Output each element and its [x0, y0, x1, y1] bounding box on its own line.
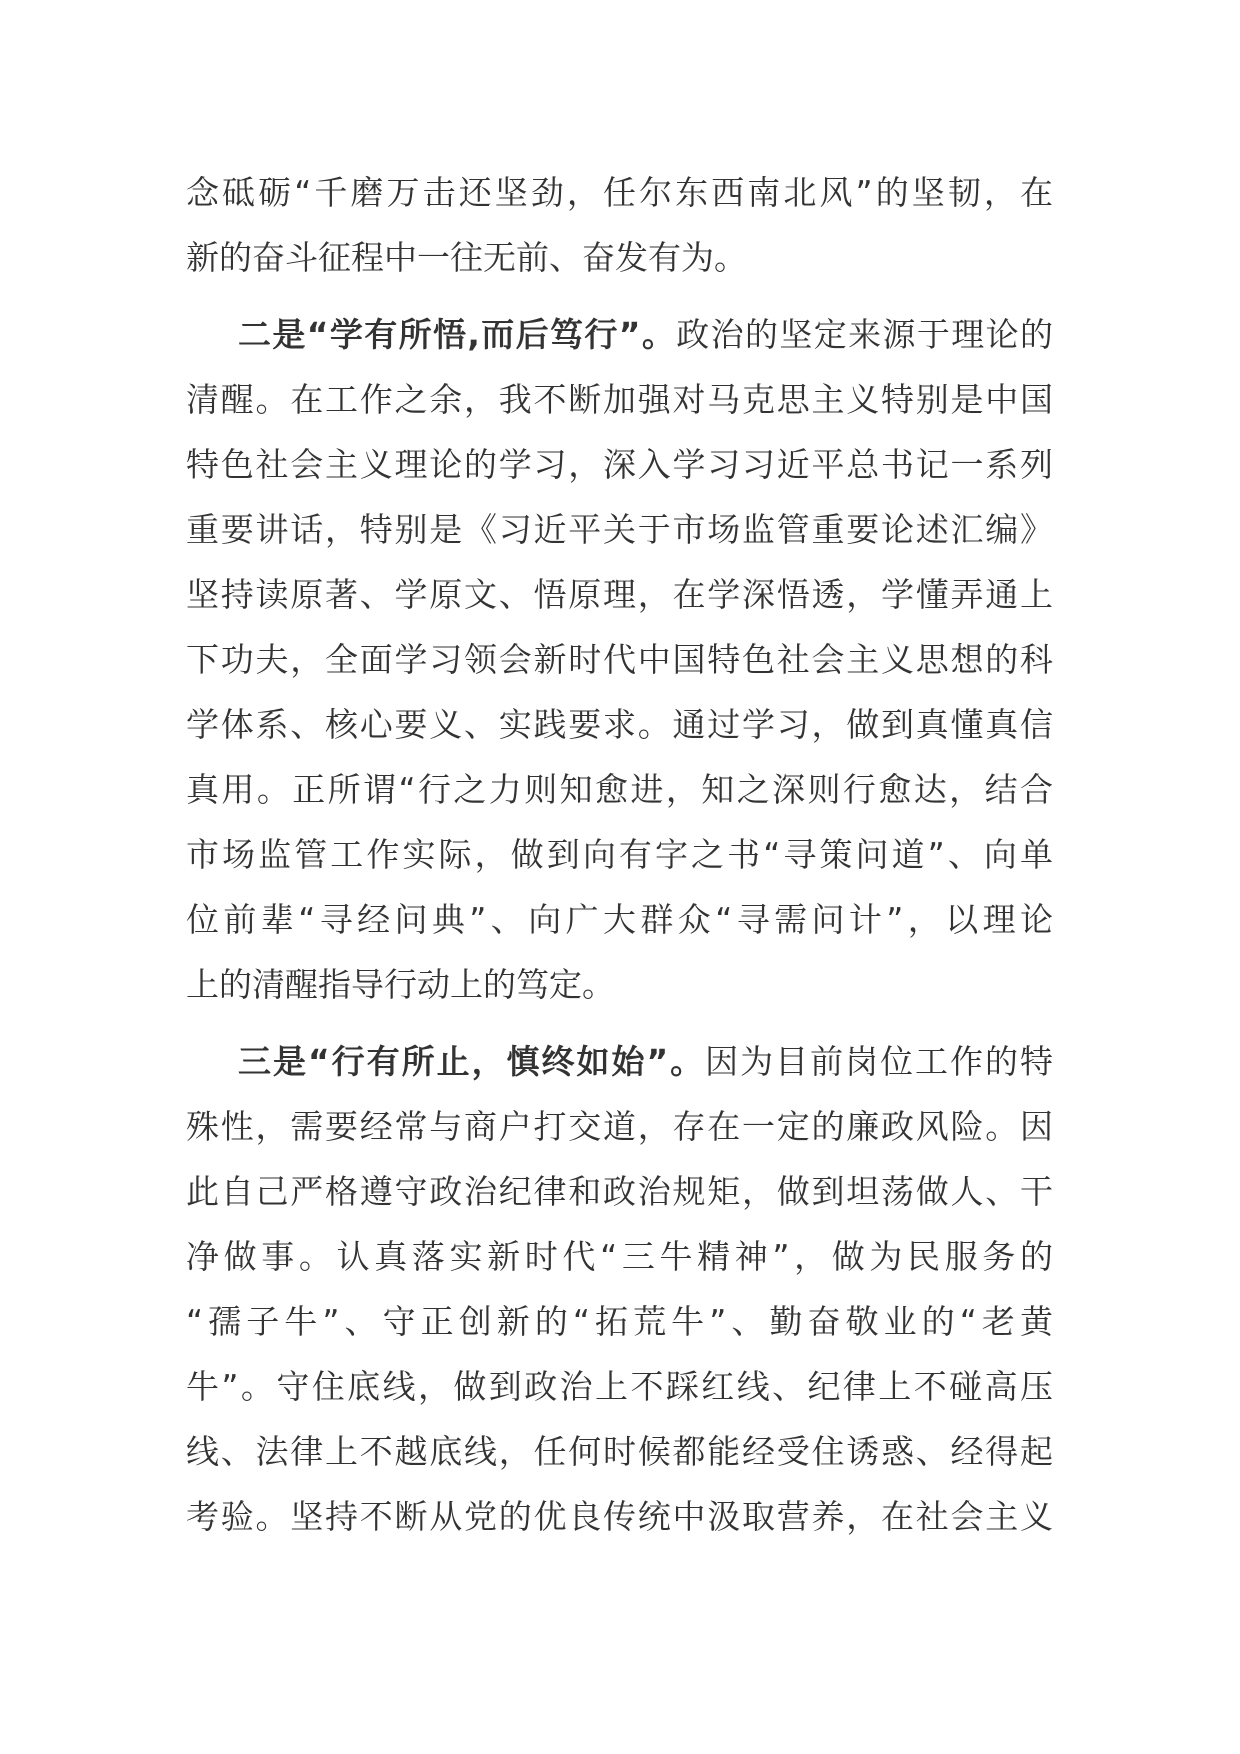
text-line: 真用。正所谓“行之力则知愈进，知之深则行愈达，结合: [186, 770, 1053, 809]
text-line: 新的奋斗征程中一往无前、奋发有为。: [186, 238, 747, 277]
text-line: 此自己严格遵守政治纪律和政治规矩，做到坦荡做人、干: [186, 1172, 1053, 1211]
paragraph-heading: 二是“学有所悟,而后笃行”。: [238, 315, 677, 354]
text-line: [186, 1029, 1053, 1094]
text-line: 学体系、核心要义、实践要求。通过学习，做到真懂真信: [186, 705, 1053, 744]
text-line: 特色社会主义理论的学习，深入学习习近平总书记一系列: [186, 445, 1053, 484]
paragraph-heading: 三是“行有所止，慎终如始”。: [238, 1042, 706, 1081]
text-line: 念砥砺“千磨万击还坚劲，任尔东西南北风”的坚韧，在: [186, 173, 1053, 212]
text-line: 清醒。在工作之余，我不断加强对马克思主义特别是中国: [186, 380, 1053, 419]
text-line: [186, 302, 1053, 367]
text-run: 因为目前岗位工作的特: [705, 1042, 1053, 1081]
text-line: 殊性，需要经常与商户打交道，存在一定的廉政风险。因: [186, 1107, 1053, 1146]
paragraph-continuation: [186, 160, 1053, 290]
document-page: [186, 160, 1053, 1549]
text-line: 重要讲话，特别是《习近平关于市场监管重要论述汇编》: [186, 510, 1053, 549]
text-line: 线、法律上不越底线，任何时候都能经受住诱惑、经得起: [186, 1432, 1053, 1471]
text-line: “孺子牛”、守正创新的“拓荒牛”、勤奋敬业的“老黄: [186, 1302, 1053, 1341]
text-line: 牛”。守住底线，做到政治上不踩红线、纪律上不碰高压: [186, 1367, 1053, 1406]
text-line: 位前辈“寻经问典”、向广大群众“寻需问计”，以理论: [186, 900, 1053, 939]
paragraph-discipline: [186, 1029, 1053, 1549]
text-line: 上的清醒指导行动上的笃定。: [186, 965, 615, 1004]
text-line: 净做事。认真落实新时代“三牛精神”，做为民服务的: [186, 1237, 1053, 1276]
text-line: 下功夫，全面学习领会新时代中国特色社会主义思想的科: [186, 640, 1053, 679]
text-line: 市场监管工作实际，做到向有字之书“寻策问道”、向单: [186, 835, 1053, 874]
text-line: 坚持读原著、学原文、悟原理，在学深悟透，学懂弄通上: [186, 575, 1053, 614]
text-line: 考验。坚持不断从党的优良传统中汲取营养，在社会主义: [186, 1497, 1053, 1536]
text-run: 政治的坚定来源于理论的: [676, 315, 1054, 354]
paragraph-study: [186, 302, 1053, 1017]
